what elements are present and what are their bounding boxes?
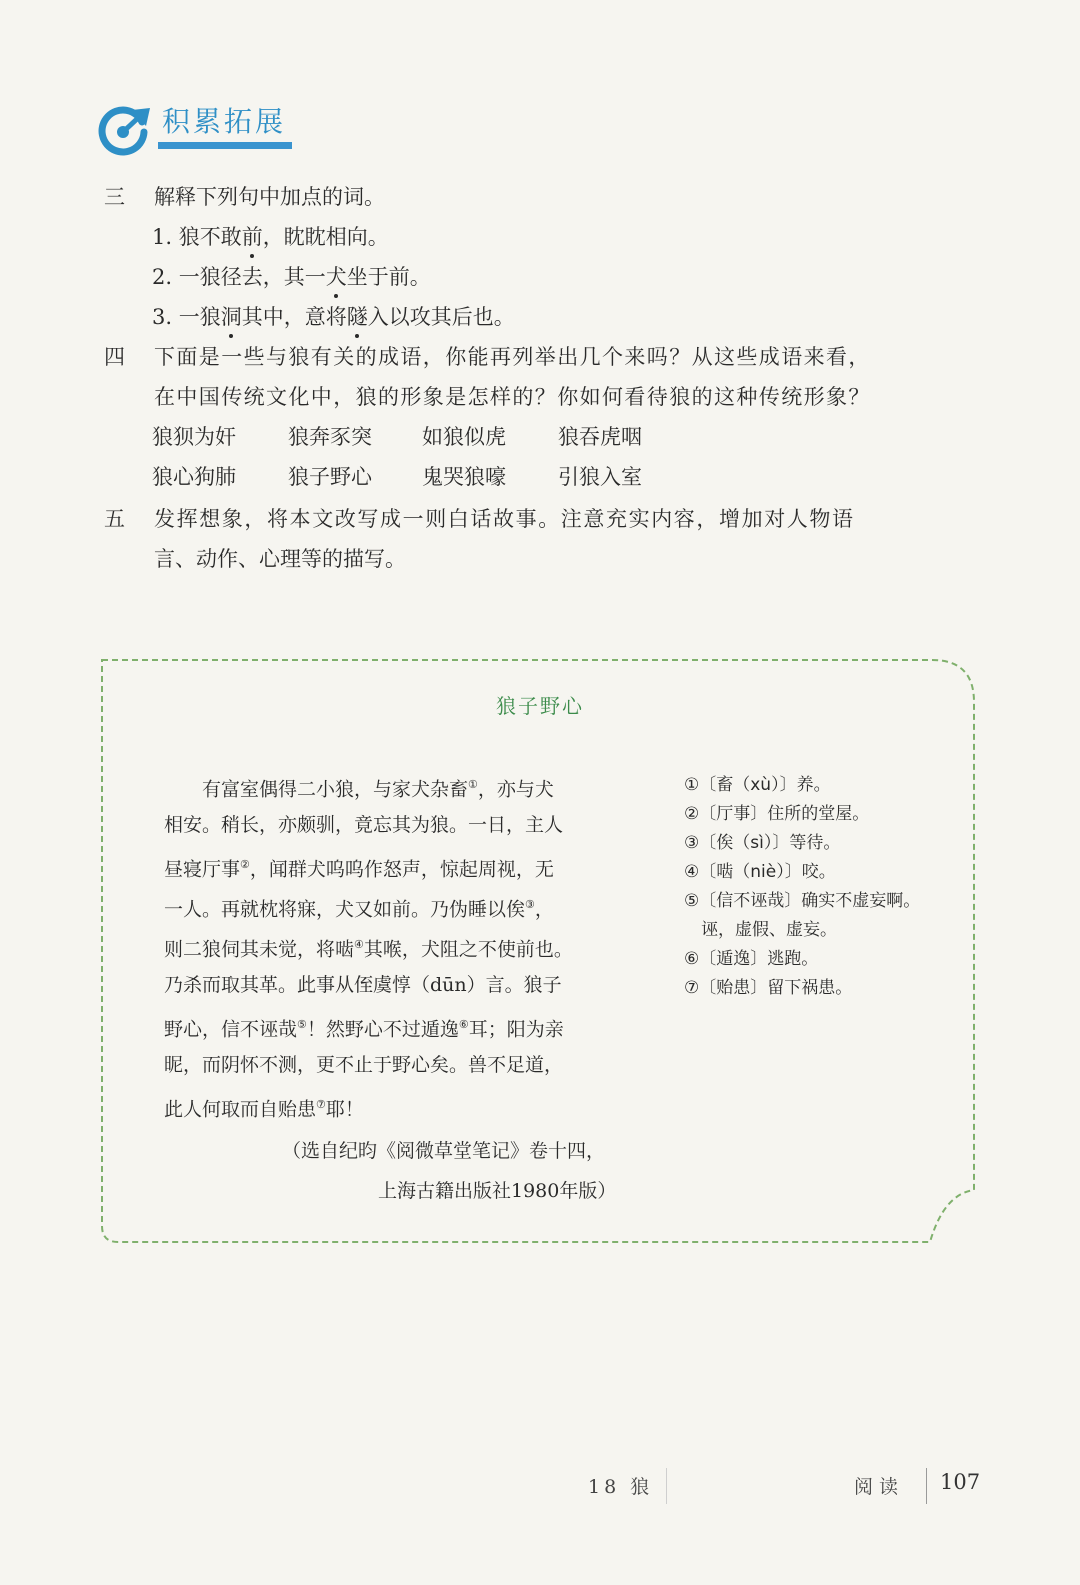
story-line: 一人。再就枕将寐，犬又如前。乃伪睡以俟③， bbox=[164, 898, 554, 921]
footer-section: 阅读 bbox=[854, 1476, 905, 1498]
idiom-item: 狼吞虎咽 bbox=[558, 425, 642, 449]
q3-number: 三 bbox=[104, 185, 125, 209]
story-line: 有富室偶得二小狼，与家犬杂畜①，亦与犬 bbox=[164, 778, 554, 801]
q3-item-3: 3. 一狼洞其中，意将隧入以攻其后也。 bbox=[152, 302, 515, 332]
story-line: 昵，而阴怀不测，更不止于野心矣。兽不足道， bbox=[164, 1054, 564, 1076]
idiom-item: 鬼哭狼嚎 bbox=[422, 465, 506, 489]
idiom-item: 狼奔豕突 bbox=[288, 425, 372, 449]
source-line-1: （选自纪昀《阅微草堂笔记》卷十四， bbox=[282, 1140, 606, 1162]
footnote: ①〔畜（xù）〕养。 bbox=[684, 775, 831, 795]
story-line: 乃杀而取其革。此事从侄虞惇（dūn）言。狼子 bbox=[164, 974, 562, 996]
footnote: ⑤〔信不诬哉〕确实不虚妄啊。 bbox=[684, 891, 921, 911]
idiom-item: 狼子野心 bbox=[288, 465, 372, 489]
story-line: 此人何取而自贻患⑦耶！ bbox=[164, 1098, 364, 1121]
source-line-2: 上海古籍出版社1980年版） bbox=[378, 1180, 617, 1202]
q4-line-2: 在中国传统文化中，狼的形象是怎样的？你如何看待狼的这种传统形象？ bbox=[154, 385, 871, 409]
footnote: ⑦〔贻患〕留下祸患。 bbox=[684, 978, 853, 998]
story-line: 昼寝厅事②，闻群犬呜呜作怒声，惊起周视，无 bbox=[164, 858, 554, 881]
dotted-word: 前 bbox=[242, 222, 263, 252]
q5-line-2: 言、动作、心理等的描写。 bbox=[154, 547, 406, 571]
q5-line-1: 发挥想象，将本文改写成一则白话故事。注意充实内容，增加对人物语 bbox=[154, 507, 855, 531]
idiom-item: 如狼似虎 bbox=[422, 425, 506, 449]
q4-number: 四 bbox=[104, 345, 125, 369]
dotted-word: 隧 bbox=[347, 302, 368, 332]
page-number: 107 bbox=[940, 1470, 981, 1494]
footnote: 诬，虚假、虚妄。 bbox=[684, 920, 837, 940]
q3-item-1: 1. 狼不敢前，眈眈相向。 bbox=[152, 222, 389, 252]
dotted-word: 犬 bbox=[326, 262, 347, 292]
footer-divider bbox=[666, 1468, 667, 1504]
story-line: 相安。稍长，亦颇驯，竟忘其为狼。一日，主人 bbox=[164, 814, 564, 836]
footnote: ③〔俟（sì）〕等待。 bbox=[684, 833, 841, 853]
footer-chapter: 18 狼 bbox=[588, 1476, 654, 1498]
footer-divider bbox=[926, 1468, 927, 1504]
section-title: 积累拓展 bbox=[162, 105, 287, 138]
story-line: 野心，信不诬哉⑤！然野心不过遁逸⑥耳；阳为亲 bbox=[164, 1018, 564, 1041]
idiom-item: 狼狈为奸 bbox=[152, 425, 236, 449]
story-line: 则二狼伺其未觉，将啮④其喉，犬阻之不使前也。 bbox=[164, 938, 573, 961]
footnote: ②〔厅事〕住所的堂屋。 bbox=[684, 804, 870, 824]
q3-prompt: 解释下列句中加点的词。 bbox=[154, 185, 385, 209]
reading-title: 狼子野心 bbox=[496, 694, 584, 718]
q3-item-2: 2. 一狼径去，其一犬坐于前。 bbox=[152, 262, 431, 292]
q5-number: 五 bbox=[104, 507, 125, 531]
idiom-item: 引狼入室 bbox=[558, 465, 642, 489]
footnote: ⑥〔遁逸〕逃跑。 bbox=[684, 949, 819, 969]
idiom-item: 狼心狗肺 bbox=[152, 465, 236, 489]
footnote: ④〔啮（niè）〕咬。 bbox=[684, 862, 836, 882]
q4-line-1: 下面是一些与狼有关的成语，你能再列举出几个来吗？从这些成语来看， bbox=[154, 345, 871, 369]
dotted-word: 洞 bbox=[221, 302, 242, 332]
